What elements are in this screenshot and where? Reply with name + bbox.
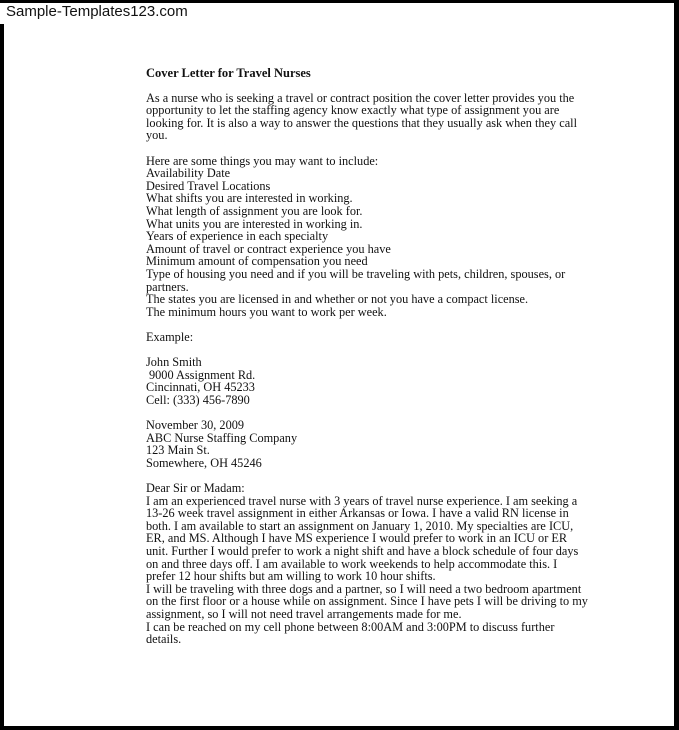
document-page xyxy=(146,66,588,647)
body-line: 13-26 week travel assignment in either Arkansas or Iowa. I have a valid RN license in xyxy=(146,506,569,521)
letter-date: November 30, 2009 xyxy=(146,418,245,433)
body-line: assignment, so I will not need travel arrangements made for me. xyxy=(146,606,462,621)
intro-paragraph xyxy=(146,90,577,143)
sender-address xyxy=(146,356,566,406)
sender-city: Cincinnati, OH 45233 xyxy=(146,380,255,395)
example-label: Example: xyxy=(146,329,194,344)
intro-line: you. xyxy=(146,128,168,143)
document-title: Cover Letter for Travel Nurses xyxy=(146,66,311,80)
frame-border-right xyxy=(674,0,679,730)
body-line: I can be reached on my cell phone between 8:00AM and 3:00PM to discuss further xyxy=(146,619,555,634)
body-line: details. xyxy=(146,632,182,647)
body-line: on and three days off. I am available to work weekends to help accommodate this. I xyxy=(146,556,558,571)
sender-name: John Smith xyxy=(146,355,202,370)
list-item: The states you are licensed in and whether or not you have a compact license. xyxy=(146,292,529,307)
list-item: What length of assignment you are look for. xyxy=(146,203,363,218)
list-heading: Here are some things you may want to include: xyxy=(146,153,379,168)
site-watermark: Sample-Templates123.com xyxy=(6,3,188,20)
list-item: partners. xyxy=(146,279,189,294)
list-item: The minimum hours you want to work per week. xyxy=(146,304,387,319)
list-item: Years of experience in each specialty xyxy=(146,229,329,244)
sender-phone: Cell: (333) 456-7890 xyxy=(146,392,250,407)
frame-border-bottom xyxy=(0,726,679,730)
recipient-block xyxy=(146,419,566,469)
salutation: Dear Sir or Madam: xyxy=(146,481,245,495)
body-line: I am an experienced travel nurse with 3 years of travel nurse experience. I am seeking a xyxy=(146,493,578,508)
body-line: I will be traveling with three dogs and a partner, so I will need a two bedroom apartment xyxy=(146,581,582,596)
list-item: Minimum amount of compensation you need xyxy=(146,254,368,269)
recipient-city: Somewhere, OH 45246 xyxy=(146,455,262,470)
sender-street: 9000 Assignment Rd. xyxy=(149,367,256,382)
list-item: Amount of travel or contract experience you have xyxy=(146,241,391,256)
recipient-street: 123 Main St. xyxy=(146,443,210,458)
list-item: Type of housing you need and if you will be traveling with pets, children, spouses, or xyxy=(146,266,566,281)
list-item: Availability Date xyxy=(146,166,231,181)
list-item: What shifts you are interested in working. xyxy=(146,191,353,206)
frame-border-left xyxy=(0,24,4,730)
body-line: prefer 12 hour shifts but am willing to work 10 hour shifts. xyxy=(146,569,436,584)
list-item: Desired Travel Locations xyxy=(146,178,271,193)
letter-body xyxy=(146,481,588,647)
include-list xyxy=(146,155,566,319)
intro-line: As a nurse who is seeking a travel or contract position the cover letter provides you the xyxy=(146,90,575,105)
intro-line: looking for. It is also a way to answer the questions that they usually ask when they call xyxy=(146,115,577,130)
body-line: unit. Further I would prefer to work a night shift and have a block schedule of four days xyxy=(146,543,579,558)
body-line: on the first floor or a house while on assignment. Since I have pets I will be driving to my xyxy=(146,594,588,609)
body-line: both. I am available to start an assignment on January 1, 2010. My specialties are ICU, xyxy=(146,518,574,533)
body-line: ER, and MS. Although I have MS experience I would prefer to work in an ICU or ER xyxy=(146,531,568,546)
list-item: What units you are interested in working in. xyxy=(146,216,363,231)
recipient-company: ABC Nurse Staffing Company xyxy=(146,430,298,445)
intro-line: opportunity to let the staffing agency know exactly what type of assignment you are xyxy=(146,103,560,118)
